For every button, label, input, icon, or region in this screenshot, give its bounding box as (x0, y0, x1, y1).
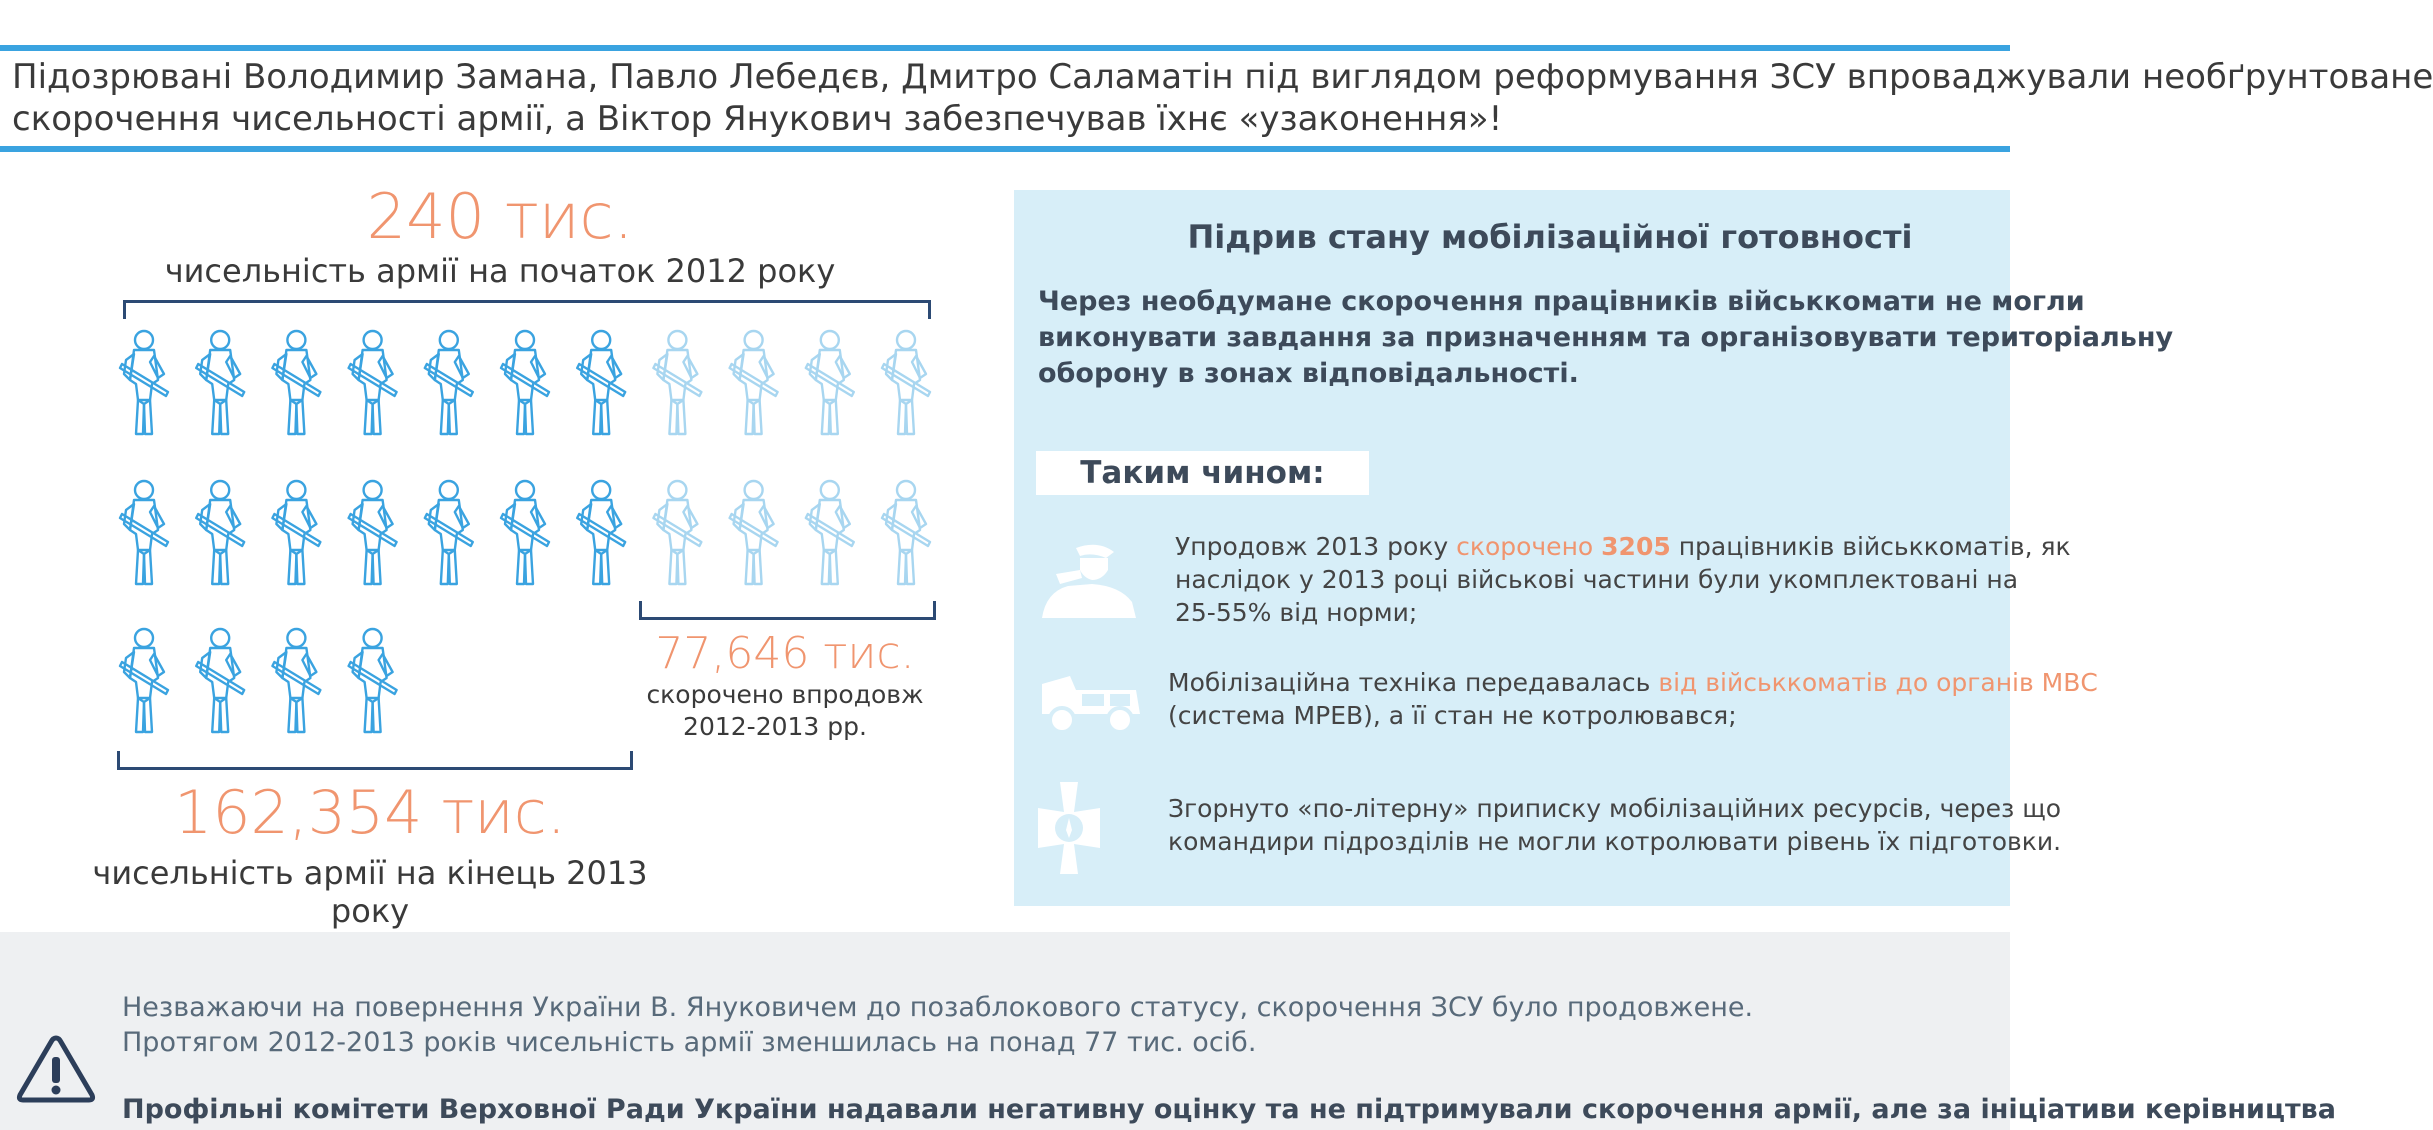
warning-triangle-icon (16, 1033, 96, 1105)
cut-label-line-2: 2012-2013 рр. (683, 712, 867, 741)
soldier-remaining-icon (272, 481, 320, 584)
soldier-cut-icon (730, 331, 778, 434)
bottom-note-line-1: Незважаючи на повернення України В. Януковичем до позаблокового статусу, скорочення ЗСУ було продовжене. (122, 992, 1754, 1023)
point-vehicle-transfer-line-2: (система МРЕВ), а її стан не котролювався; (1168, 701, 1737, 730)
soldier-cut-icon (653, 331, 701, 434)
soldier-remaining-icon (349, 481, 397, 584)
soldier-remaining-icon (120, 331, 168, 434)
point-vehicle-transfer-line-1 (1168, 666, 2098, 699)
soldier-remaining-icon (501, 481, 549, 584)
soldier-remaining-icon (349, 629, 397, 732)
point-highlight-number: 3205 (1601, 532, 1671, 561)
panel-intro-line-1: Через необдумане скорочення працівників військкомати не могли (1038, 286, 2085, 317)
saluting-officer-icon (1036, 540, 1140, 622)
cut-value: 77,646 тис. (655, 628, 915, 679)
bottom-note-line-2: Протягом 2012-2013 років чисельність армії зменшилась на понад 77 тис. осіб. (122, 1027, 1257, 1058)
soldier-remaining-icon (577, 481, 625, 584)
soldier-remaining-icon (196, 629, 244, 732)
soldier-remaining-icon (120, 481, 168, 584)
point-registration-closed-line-2: командири підрозділів не могли котролювати рівень їх підготовки. (1168, 827, 2062, 856)
end-strength-label: чисельність армії на кінець 2013 року (92, 854, 648, 930)
soldier-remaining-icon (120, 629, 168, 732)
cut-bracket (639, 601, 936, 620)
panel-intro (1038, 284, 2174, 392)
summary-label: Таким чином: (1080, 455, 1325, 491)
header-line-1: Підозрювані Володимир Замана, Павло Лебедєв, Дмитро Саламатін під виглядом реформування ЗСУ впроваджували необґрунтоване (12, 57, 2433, 97)
panel-intro-line-3: оборону в зонах відповідальності. (1038, 358, 1579, 389)
military-cross-emblem-icon (1034, 778, 1104, 878)
soldier-remaining-icon (272, 629, 320, 732)
point-text: Мобілізаційна техніка передавалась (1168, 668, 1659, 697)
point-registration-closed (1168, 792, 2061, 858)
soldier-cut-icon (806, 331, 854, 434)
end-strength-bracket (117, 751, 633, 770)
military-vehicle-icon (1036, 670, 1146, 736)
point-text: працівників військкоматів, як (1670, 532, 2071, 561)
bottom-note-line-3: Профільні комітети Верховної Ради України надавали негативну оцінку та не підтримували скорочення армії, але за ініціативи керівництва (122, 1094, 2336, 1125)
point-staff-cut-line-1 (1175, 530, 2071, 563)
soldier-cut-icon (882, 331, 930, 434)
soldier-remaining-icon (501, 331, 549, 434)
soldier-remaining-icon (349, 331, 397, 434)
soldier-cut-icon (653, 481, 701, 584)
point-highlight: від військкоматів до органів МВС (1658, 668, 2098, 697)
panel-intro-line-2: виконувати завдання за призначенням та організовувати територіальну (1038, 322, 2174, 353)
soldier-remaining-icon (272, 331, 320, 434)
soldier-cut-icon (882, 481, 930, 584)
soldier-cut-icon (806, 481, 854, 584)
soldier-cut-icon (730, 481, 778, 584)
point-registration-closed-line-1: Згорнуто «по-літерну» приписку мобілізаційних ресурсів, через що (1168, 794, 2062, 823)
soldier-remaining-icon (196, 331, 244, 434)
point-text: Упродовж 2013 року (1175, 532, 1457, 561)
point-vehicle-transfer (1168, 666, 2098, 732)
start-strength-value: 240 тис. (366, 180, 634, 253)
soldier-remaining-icon (577, 331, 625, 434)
soldier-remaining-icon (425, 331, 473, 434)
point-highlight: скорочено (1456, 532, 1602, 561)
point-staff-cut-line-3: 25-55% від норми; (1175, 598, 1418, 627)
point-staff-cut (1175, 530, 2071, 629)
point-staff-cut-line-2: наслідок у 2013 році військові частини були укомплектовані на (1175, 565, 2019, 594)
cut-label-line-1: скорочено впродовж (646, 680, 924, 709)
soldier-remaining-icon (425, 481, 473, 584)
header-line-2: скорочення чисельності армії, а Віктор Янукович забезпечував їхнє «узаконення»! (12, 99, 1503, 139)
panel-title: Підрив стану мобілізаційної готовності (1187, 218, 1913, 256)
end-strength-value: 162,354 тис. (174, 778, 566, 848)
soldier-remaining-icon (196, 481, 244, 584)
start-strength-label: чисельність армії на початок 2012 року (164, 252, 836, 290)
